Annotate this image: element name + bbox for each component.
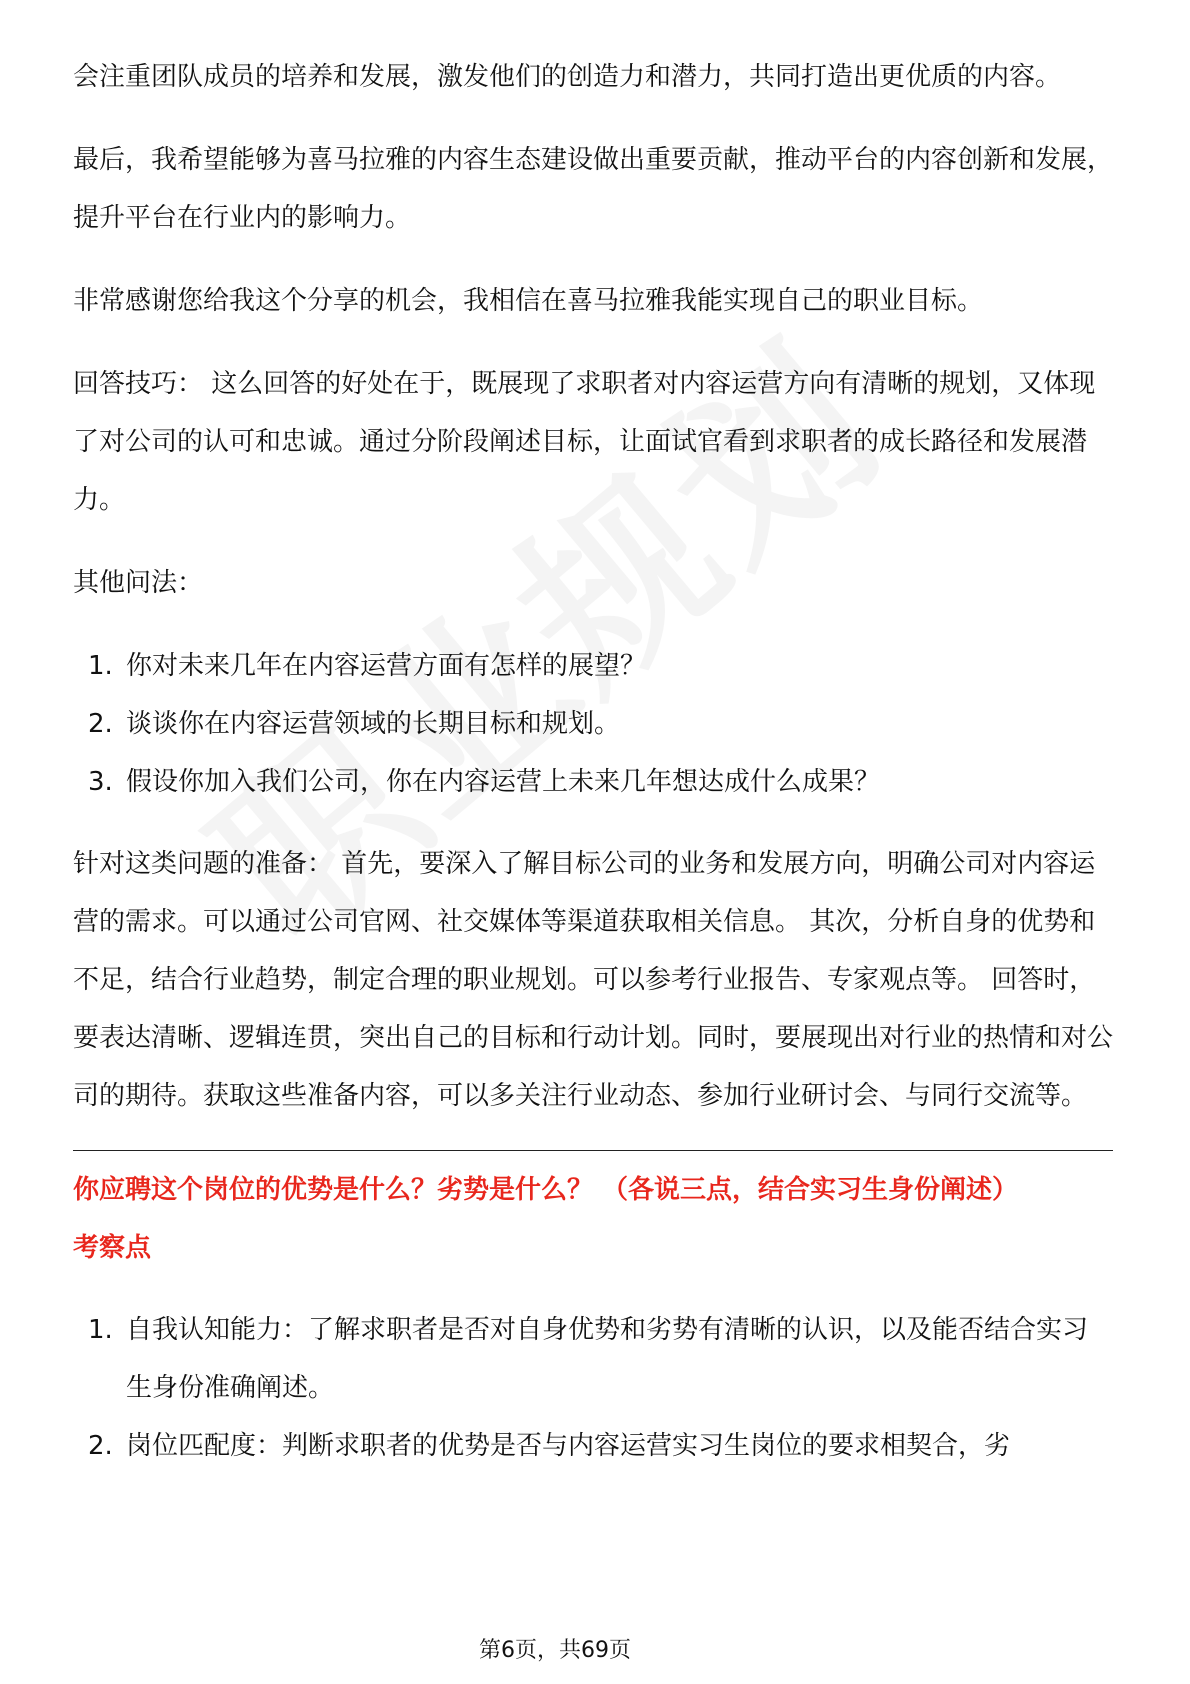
paragraph-contribution: 最后，我希望能够为喜马拉雅的内容生态建设做出重要贡献，推动平台的内容创新和发展，提升平台在行业内的影响力。 [73, 145, 1114, 233]
list-item [73, 1417, 1113, 1475]
list-number: 1. [88, 1315, 113, 1345]
list-item [73, 637, 1113, 695]
page-content [73, 48, 1113, 1499]
list-number: 1. [88, 651, 113, 681]
question-title: 你应聘这个岗位的优势是什么？劣势是什么？ （各说三点，结合实习生身份阐述） [73, 1175, 1019, 1205]
paragraph-answer-tips: 回答技巧： 这么回答的好处在于，既展现了求职者对内容运营方向有清晰的规划，又体现了对公司的认可和忠诚。通过分阶段阐述目标，让面试官看到求职者的成长路径和发展潜力。 [73, 369, 1096, 515]
other-questions-list [73, 637, 1113, 811]
list-text: 你对未来几年在内容运营方面有怎样的展望？ [126, 651, 647, 681]
list-number: 2. [88, 1431, 113, 1461]
section-divider [73, 1150, 1113, 1151]
paragraph-other-questions-label: 其他问法： [73, 568, 204, 598]
list-number: 3. [88, 767, 113, 797]
assessment-points-list [73, 1301, 1113, 1475]
list-text: 假设你加入我们公司，你在内容运营上未来几年想达成什么成果？ [126, 767, 881, 797]
paragraph-team-development: 会注重团队成员的培养和发展，激发他们的创造力和潜力，共同打造出更优质的内容。 [73, 62, 1062, 92]
question-subtitle: 考察点 [73, 1233, 152, 1263]
list-number: 2. [88, 709, 113, 739]
paragraph-preparation: 针对这类问题的准备： 首先，要深入了解目标公司的业务和发展方向，明确公司对内容运营的需求。可以通过公司官网、社交媒体等渠道获取相关信息。 其次，分析自身的优势和不足，结合行业趋势，制定合理的职业规划。可以参考行业报告、专家观点等。 回答时，要表达清晰、逻辑连贯，突出自己的目标和行动计划。同时，要展现出对行业的热情和对公司的期待。获取这些准备内容，可以多关注行业动态、参加行业研讨会、与同行交流等。 [73, 849, 1114, 1111]
list-text: 谈谈你在内容运营领域的长期目标和规划。 [126, 709, 621, 739]
paragraph-thanks: 非常感谢您给我这个分享的机会，我相信在喜马拉雅我能实现自己的职业目标。 [73, 286, 984, 316]
list-text: 岗位匹配度：判断求职者的优势是否与内容运营实习生岗位的要求相契合，劣 [126, 1431, 1011, 1461]
page-footer: 第6页，共69页 [479, 1638, 631, 1663]
list-item [73, 1301, 1113, 1417]
list-text: 自我认知能力：了解求职者是否对自身优势和劣势有清晰的认识，以及能否结合实习生身份准确阐述。 [126, 1315, 1089, 1403]
list-item [73, 695, 1113, 753]
list-item [73, 753, 1113, 811]
